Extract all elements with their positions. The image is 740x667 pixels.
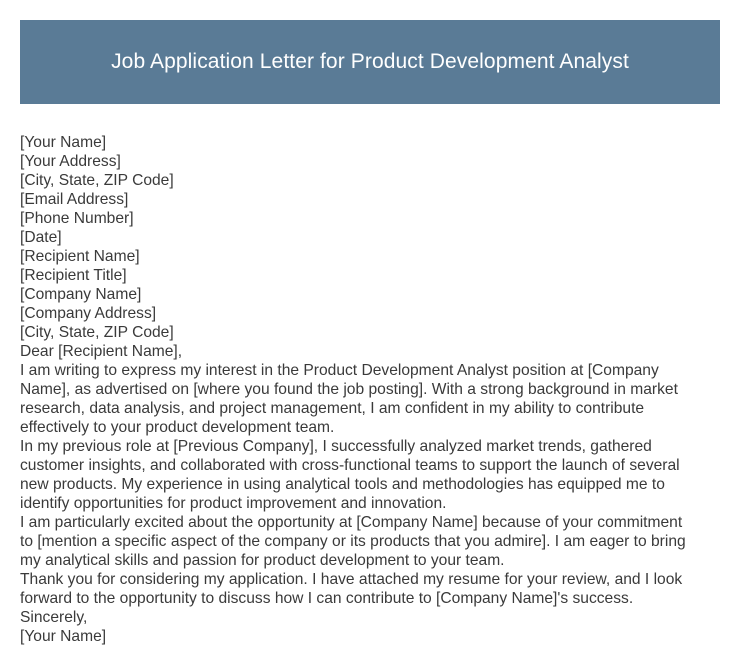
paragraph-line: identify opportunities for product improvement and innovation. <box>20 495 447 512</box>
sender-email: [Email Address] <box>20 191 129 208</box>
sender-phone: [Phone Number] <box>20 210 134 227</box>
paragraph-line: Thank you for considering my application. I have attached my resume for your review, and I look <box>20 571 683 588</box>
signature: [Your Name] <box>20 628 107 645</box>
recipient-name: [Recipient Name] <box>20 248 140 265</box>
salutation: Dear [Recipient Name], <box>20 343 183 360</box>
paragraph-line: customer insights, and collaborated with cross-functional teams to support the launch of several <box>20 457 680 474</box>
paragraph-line: new products. My experience in using analytical tools and methodologies has equipped me to <box>20 476 665 493</box>
title-banner <box>20 20 720 104</box>
sender-address: [Your Address] <box>20 153 121 170</box>
paragraph-line: I am particularly excited about the opportunity at [Company Name] because of your commitment <box>20 514 683 531</box>
recipient-city-state-zip: [City, State, ZIP Code] <box>20 324 174 341</box>
paragraph-line: I am writing to express my interest in the Product Development Analyst position at [Company <box>20 362 659 379</box>
paragraph-line: my analytical skills and passion for product development to your team. <box>20 552 505 569</box>
paragraph-line: In my previous role at [Previous Company], I successfully analyzed market trends, gathered <box>20 438 652 455</box>
paragraph-interest <box>20 361 720 437</box>
paragraph-experience <box>20 437 720 513</box>
paragraph-line: forward to the opportunity to discuss how I can contribute to [Company Name]'s success. <box>20 590 634 607</box>
sender-city-state-zip: [City, State, ZIP Code] <box>20 172 174 189</box>
closing: Sincerely, <box>20 609 88 626</box>
recipient-title: [Recipient Title] <box>20 267 127 284</box>
page-title: Job Application Letter for Product Development Analyst <box>111 50 629 73</box>
letter-content <box>20 133 720 646</box>
recipient-company: [Company Name] <box>20 286 142 303</box>
sender-name: [Your Name] <box>20 134 107 151</box>
paragraph-line: to [mention a specific aspect of the company or its products that you admire]. I am eager to bring <box>20 533 686 550</box>
letter-date: [Date] <box>20 229 62 246</box>
paragraph-line: research, data analysis, and project management, I am confident in my ability to contribute <box>20 400 645 417</box>
paragraph-line: Name], as advertised on [where you found the job posting]. With a strong background in market <box>20 381 678 398</box>
paragraph-thanks <box>20 570 720 608</box>
paragraph-line: effectively to your product development team. <box>20 419 335 436</box>
recipient-address: [Company Address] <box>20 305 157 322</box>
paragraph-motivation <box>20 513 720 570</box>
